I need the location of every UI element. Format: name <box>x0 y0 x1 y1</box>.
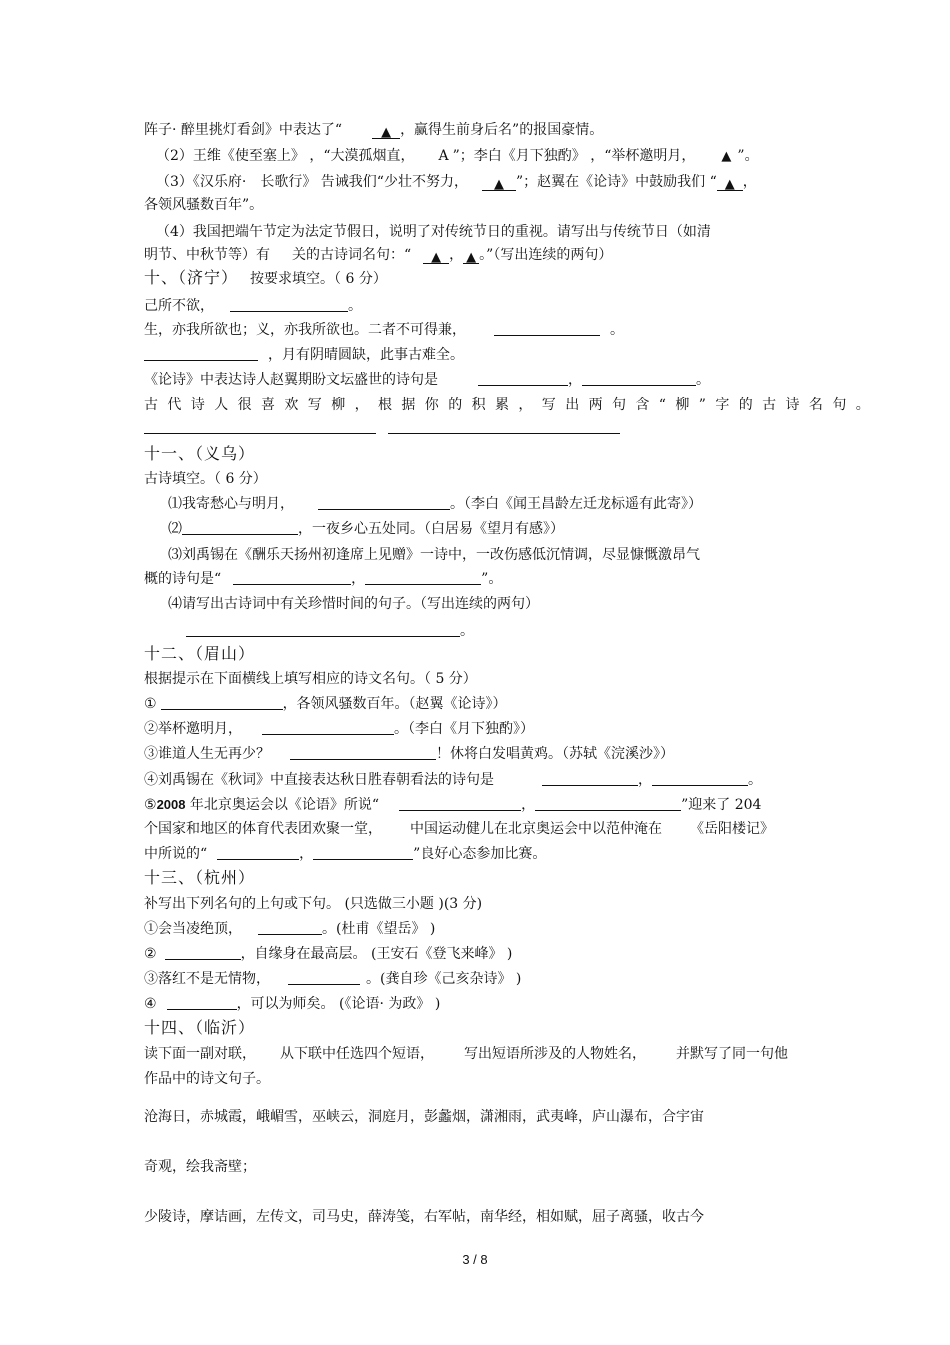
line <box>144 945 512 963</box>
text: ， <box>299 846 314 862</box>
line <box>144 920 435 938</box>
text: ④ <box>144 996 157 1012</box>
text: ”良好心态参加比赛。 <box>413 846 547 862</box>
blank-marker: ▲ <box>482 176 516 191</box>
line <box>144 771 762 789</box>
text: ③谁道人生无再少？ <box>144 746 270 762</box>
line: 古代诗人很喜欢写柳，根据你的积累，写出两句含“柳”字的古诗名句。 <box>144 397 880 413</box>
line <box>144 297 362 315</box>
text: 。（李白《闻王昌龄左迁龙标遥有此寄》） <box>450 496 702 512</box>
line <box>144 845 546 863</box>
text: ，月有阴晴圆缺，此事古难全。 <box>268 347 464 363</box>
answer-blank <box>186 622 460 637</box>
text: ，自缘身在最高层。 (王安石《登飞来峰》 ) <box>240 946 513 962</box>
text: 。(龚自珍《己亥杂诗》 ) <box>366 971 522 987</box>
section-title: 十二、（眉山） <box>144 644 256 663</box>
text: ② <box>144 946 157 962</box>
answer-blank <box>167 995 237 1010</box>
blank-marker: ▲ <box>717 176 743 191</box>
blank-marker: ▲ <box>463 249 479 264</box>
couplet-line: 少陵诗，摩诘画，左传文，司马史，薛涛笺，右军帖，南华经，相如赋，屈子离骚，收古今 <box>144 1209 704 1225</box>
text: 。 <box>748 772 762 788</box>
answer-blank <box>230 297 348 312</box>
text: 。 <box>460 623 474 639</box>
text: ，各领风骚数百年。（赵翼《论诗》） <box>282 696 507 712</box>
text: ， <box>521 797 536 813</box>
text: ”。 <box>481 571 503 587</box>
text: 并默写了同一句他 <box>676 1046 788 1062</box>
line <box>144 820 774 838</box>
line: ⑷请写出古诗词中有关珍惜时间的句子。（写出连续的两句） <box>168 596 539 612</box>
text: 《岳阳楼记》 <box>690 821 774 837</box>
text: ！休将白发唱黄鸡。（苏轼《浣溪沙》） <box>436 746 674 762</box>
text: 《论诗》中表达诗人赵翼期盼文坛盛世的诗句是 <box>144 372 438 388</box>
answer-blank <box>288 970 360 985</box>
line: 各领风骚数百年”。 <box>144 197 264 213</box>
instruction: 根据提示在下面横线上填写相应的诗文名句。（ 5 分） <box>144 671 477 687</box>
section-title: 十、（济宁） <box>144 268 239 287</box>
text: ① <box>144 696 157 712</box>
text: ①会当凌绝顶， <box>144 921 242 937</box>
text: ， <box>638 772 652 788</box>
line <box>144 321 624 339</box>
line <box>144 695 507 713</box>
line <box>144 970 521 988</box>
text: ⑵ <box>168 521 182 537</box>
answer-blank <box>217 845 299 860</box>
line <box>144 121 603 139</box>
line <box>144 1045 788 1063</box>
text: ⑤ <box>144 797 157 813</box>
answer-blank <box>233 570 351 585</box>
line: ⑶刘禹锡在《酬乐天扬州初逢席上见赠》一诗中，一改伤感低沉情调，尽显慷慨激昂气 <box>168 547 700 563</box>
line <box>144 720 534 738</box>
page-number: 3 / 8 <box>462 1252 488 1267</box>
answer-blank <box>262 720 394 735</box>
answer-blank <box>313 845 413 860</box>
section-heading <box>144 268 387 289</box>
text: 个国家和地区的体育代表团欢聚一堂， <box>144 821 382 837</box>
answer-blank <box>494 321 600 336</box>
answer-blank <box>365 570 481 585</box>
text: ，可以为师矣。 (《论语· 为政》 ) <box>236 996 441 1012</box>
text: ， <box>449 247 464 263</box>
couplet-line: 沧海日，赤城霞，峨嵋雪，巫峡云，洞庭月，彭蠡烟，潇湘雨，武夷峰，庐山瀑布，合宇宙 <box>144 1109 704 1125</box>
text: 。 <box>610 322 624 338</box>
year: 2008 <box>156 797 186 812</box>
line <box>144 419 620 437</box>
line <box>144 995 440 1013</box>
text: 写出短语所涉及的人物姓名， <box>464 1046 646 1062</box>
answer-blank <box>399 796 521 811</box>
answer-blank <box>144 419 376 434</box>
answer-blank <box>318 495 450 510</box>
instruction: 补写出下列名句的上句或下句。 (只选做三小题 )(3 分) <box>144 896 483 912</box>
line <box>144 745 674 763</box>
text: 生，亦我所欲也；义，亦我所欲也。二者不可得兼， <box>144 322 466 338</box>
instruction: 按要求填空。（ 6 分） <box>250 271 387 287</box>
text: ， <box>568 372 582 388</box>
line <box>144 346 464 364</box>
section-title: 十一、（义乌） <box>144 444 256 463</box>
text: 关的古诗词名句：“ <box>292 247 412 263</box>
couplet-line: 奇观，绘我斋壁； <box>144 1159 256 1175</box>
answer-blank <box>388 419 620 434</box>
section-title: 十四、（临沂） <box>144 1018 256 1037</box>
answer-blank <box>144 346 258 361</box>
answer-blank <box>582 371 696 386</box>
text: 己所不欲， <box>144 298 214 314</box>
text: 中所说的“ <box>144 846 208 862</box>
line <box>168 520 564 538</box>
text: 。”（写出连续的两句） <box>479 247 613 263</box>
text: 从下联中任选四个短语， <box>280 1046 434 1062</box>
text: ， <box>742 174 757 190</box>
text: 明节、中秋节等）有 <box>144 247 270 263</box>
text: 年北京奥运会以《论语》所说“ <box>185 797 380 813</box>
text: ，赢得生前身后名”的报国豪情。 <box>400 122 604 138</box>
blank-marker: ▲ <box>372 124 400 139</box>
answer-blank <box>652 771 748 786</box>
line: （4）我国把端午节定为法定节假日，说明了对传统节日的重视。请写出与传统节日（如清 <box>156 224 711 240</box>
text: ”；李白《月下独酌》 ，“举杯邀明月， <box>452 148 696 164</box>
line <box>144 796 761 814</box>
text: ③落红不是无情物， <box>144 971 270 987</box>
text: 。 <box>696 372 710 388</box>
line <box>156 147 759 166</box>
line: 作品中的诗文句子。 <box>144 1071 270 1087</box>
blank-marker: ▲ <box>721 149 732 164</box>
text: （3）《汉乐府· <box>156 174 247 190</box>
text: ，一夜乡心五处同。（白居易《望月有感》） <box>298 521 564 537</box>
answer-blank <box>290 745 436 760</box>
text: 中国运动健儿在北京奥运会中以范仲淹在 <box>410 821 662 837</box>
text: 。 <box>348 298 362 314</box>
line <box>144 246 612 264</box>
text: ⑴我寄愁心与明月， <box>168 496 294 512</box>
answer-blank <box>182 520 298 535</box>
line <box>186 622 474 640</box>
text: ②举杯邀明月， <box>144 721 242 737</box>
answer-blank <box>535 796 681 811</box>
line <box>156 173 757 191</box>
line <box>144 570 502 588</box>
section-title: 十三、（杭州） <box>144 868 256 887</box>
text: ”。 <box>737 148 759 164</box>
text: ④刘禹锡在《秋词》中直接表达秋日胜春朝看法的诗句是 <box>144 772 494 788</box>
answer-blank <box>478 371 568 386</box>
text: 概的诗句是“ <box>144 571 222 587</box>
answer-blank <box>542 771 638 786</box>
text: ”；赵翼在《论诗》中鼓励我们 “ <box>515 174 717 190</box>
answer-blank <box>258 920 322 935</box>
text: 长歌行》 告诫我们“少壮不努力， <box>260 174 468 190</box>
line <box>168 495 702 513</box>
text: 读下面一副对联， <box>144 1046 256 1062</box>
blank-marker: A <box>438 148 449 164</box>
line <box>144 371 710 389</box>
text: ”迎来了 204 <box>681 797 762 813</box>
instruction: 古诗填空。（ 6 分） <box>144 471 267 487</box>
text: 。(杜甫《望岳》 ) <box>322 921 436 937</box>
answer-blank <box>165 945 241 960</box>
text: 阵子· 醉里挑灯看剑》中表达了“ <box>144 122 343 138</box>
answer-blank <box>161 695 283 710</box>
blank-marker: ▲ <box>423 249 449 264</box>
text: ， <box>351 571 366 587</box>
text: （2）王维《使至塞上》 ，“大漠孤烟直， <box>156 148 415 164</box>
text: 。（李白《月下独酌》） <box>394 721 534 737</box>
